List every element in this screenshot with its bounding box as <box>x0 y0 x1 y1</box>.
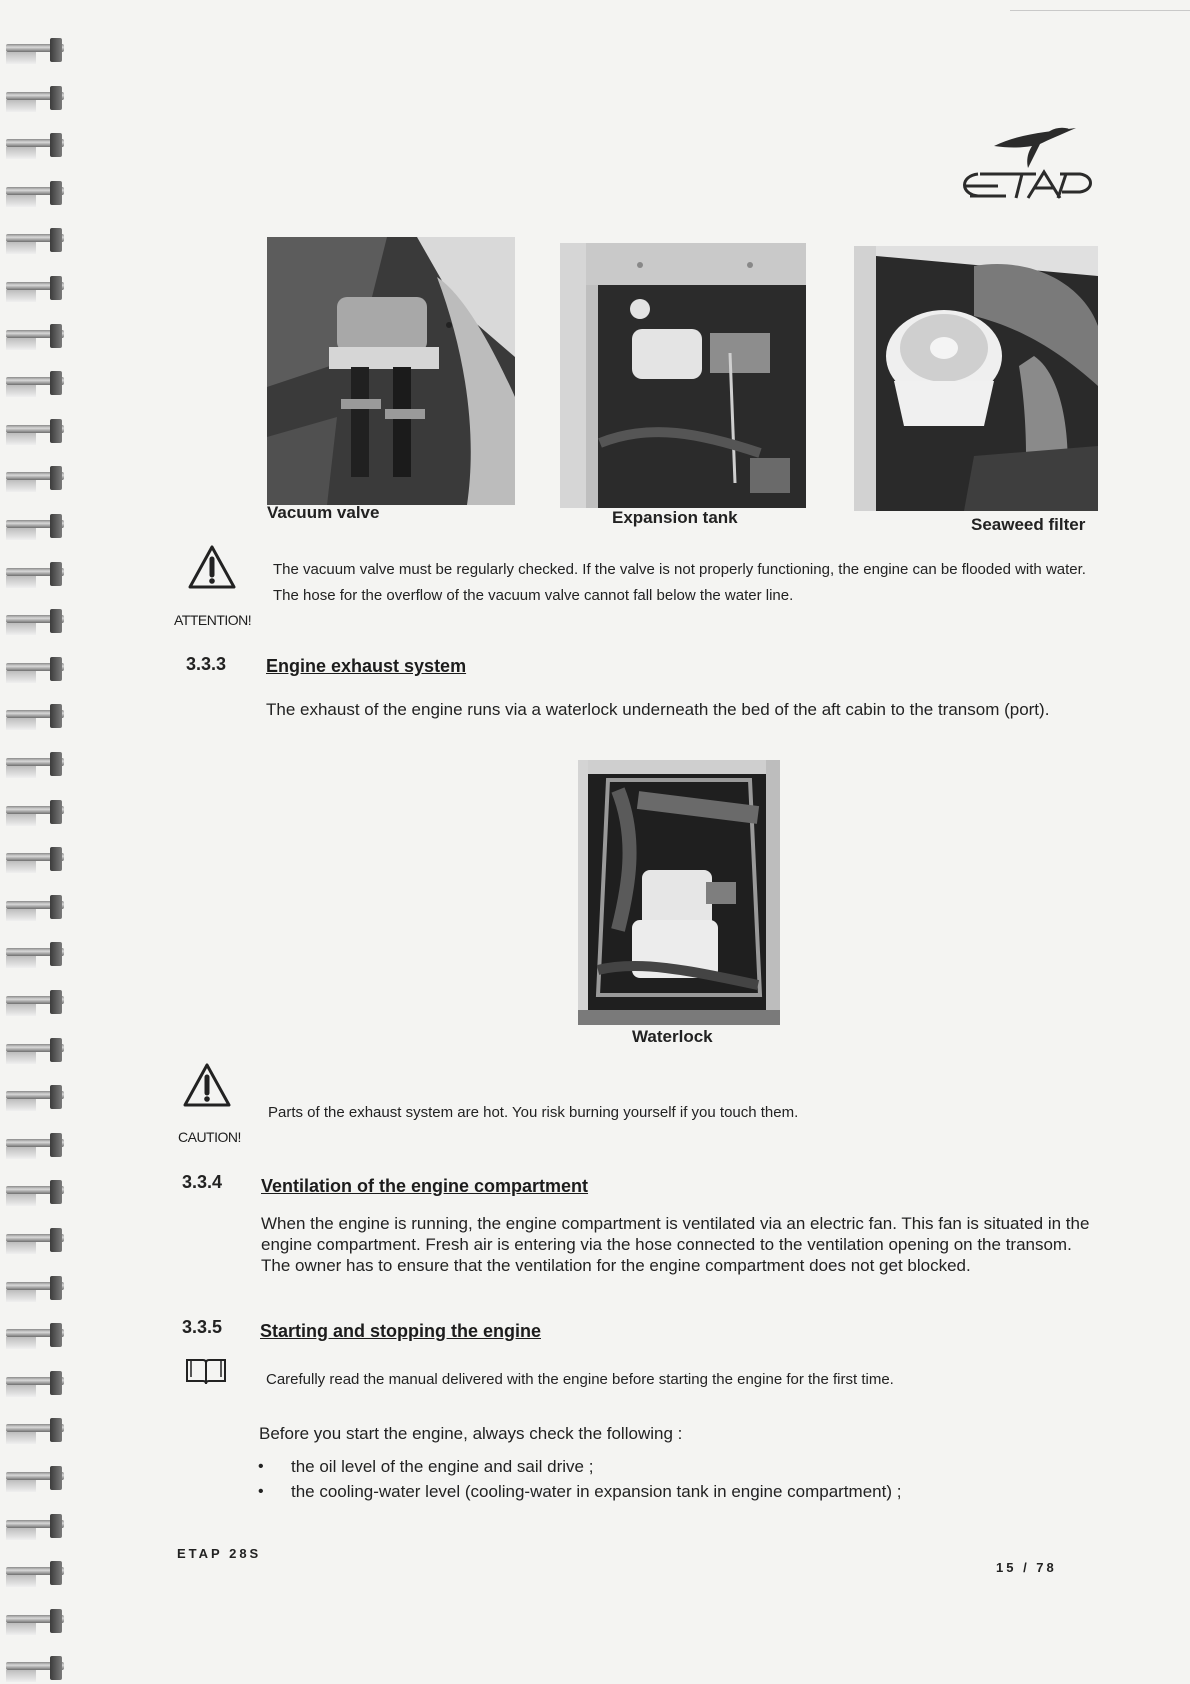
caution-label: CAUTION! <box>178 1129 241 1145</box>
waterlock-photo <box>578 760 780 1025</box>
etap-logo <box>948 122 1098 210</box>
binding-coil <box>6 1226 66 1256</box>
binding-coil <box>6 1036 66 1066</box>
binding-coil <box>6 1178 66 1208</box>
waterlock-caption: Waterlock <box>632 1027 713 1046</box>
binding-coil <box>6 1464 66 1494</box>
binding-coil <box>6 1512 66 1542</box>
manual-note: Carefully read the manual delivered with the engine before starting the engine for the first time. <box>266 1371 894 1388</box>
top-edge-line <box>1010 10 1190 11</box>
binding-coil <box>6 1274 66 1304</box>
binding-coil <box>6 226 66 256</box>
binding-coil <box>6 512 66 542</box>
binding-coil <box>6 464 66 494</box>
caution-note: Parts of the exhaust system are hot. You risk burning yourself if you touch them. <box>268 1104 799 1121</box>
pre-start-checklist <box>258 1454 1098 1504</box>
binding-coil <box>6 369 66 399</box>
vacuum-valve-caption: Vacuum valve <box>267 503 380 522</box>
attention-label: ATTENTION! <box>174 612 252 628</box>
binding-coil <box>6 179 66 209</box>
section-3-3-5-number: 3.3.5 <box>182 1317 223 1337</box>
binding-coil <box>6 655 66 685</box>
section-3-3-4-title: Ventilation of the engine compartment <box>261 1176 589 1196</box>
attention-line-2: The hose for the overflow of the vacuum valve cannot fall below the water line. <box>273 587 794 604</box>
spiral-binding <box>0 0 70 1684</box>
section-3-3-4-paragraph-2: The owner has to ensure that the ventilation for the engine compartment does not get blocked. <box>261 1256 971 1275</box>
binding-coil <box>6 798 66 828</box>
binding-coil <box>6 417 66 447</box>
binding-coil <box>6 1321 66 1351</box>
section-3-3-4-number: 3.3.4 <box>182 1172 223 1192</box>
section-3-3-3-text: The exhaust of the engine runs via a waterlock underneath the bed of the aft cabin to the transom (port). <box>266 700 1050 719</box>
binding-coil <box>6 1369 66 1399</box>
binding-coil <box>6 845 66 875</box>
vacuum-valve-photo <box>267 237 515 505</box>
binding-coil <box>6 1654 66 1684</box>
attention-note <box>273 560 1093 605</box>
binding-coil <box>6 36 66 66</box>
binding-coil <box>6 84 66 114</box>
binding-coil <box>6 322 66 352</box>
binding-coil <box>6 750 66 780</box>
binding-coil <box>6 1607 66 1637</box>
footer-model: ETAP 28S <box>177 1546 262 1561</box>
etap-bird-logo-icon <box>948 122 1098 210</box>
binding-coil <box>6 560 66 590</box>
footer-page-number: 15 / 78 <box>996 1560 1057 1575</box>
binding-coil <box>6 1416 66 1446</box>
attention-line-1: The vacuum valve must be regularly checked. If the valve is not properly functioning, the engine can be flooded with water. <box>273 561 1086 578</box>
binding-coil <box>6 1131 66 1161</box>
manual-book-icon <box>185 1356 227 1391</box>
binding-coil <box>6 702 66 732</box>
seaweed-filter-caption: Seaweed filter <box>971 515 1086 534</box>
section-3-3-5-intro: Before you start the engine, always check the following : <box>259 1424 683 1443</box>
binding-coil <box>6 893 66 923</box>
expansion-tank-caption: Expansion tank <box>612 508 738 527</box>
section-3-3-3-number: 3.3.3 <box>186 654 227 674</box>
section-3-3-4-paragraph-1: When the engine is running, the engine compartment is ventilated via an electric fan. This fan is situated in the engine compartment. Fresh air is entering via the hose connected to the ventilation opening on the transom. <box>261 1214 1090 1254</box>
binding-coil <box>6 988 66 1018</box>
section-3-3-3-title: Engine exhaust system <box>266 656 467 676</box>
section-3-3-5-title: Starting and stopping the engine <box>260 1321 541 1341</box>
checklist-item: • the cooling-water level (cooling-water in expansion tank in engine compartment) ; <box>258 1479 1098 1504</box>
expansion-tank-photo <box>560 243 806 508</box>
binding-coil <box>6 1083 66 1113</box>
attention-warning-icon <box>187 544 237 595</box>
binding-coil <box>6 131 66 161</box>
binding-coil <box>6 940 66 970</box>
checklist-item: • the oil level of the engine and sail drive ; <box>258 1454 1098 1479</box>
caution-warning-icon <box>182 1062 232 1113</box>
binding-coil <box>6 274 66 304</box>
binding-coil <box>6 607 66 637</box>
binding-coil <box>6 1559 66 1589</box>
seaweed-filter-photo <box>854 246 1098 511</box>
section-3-3-4-text <box>261 1213 1095 1276</box>
